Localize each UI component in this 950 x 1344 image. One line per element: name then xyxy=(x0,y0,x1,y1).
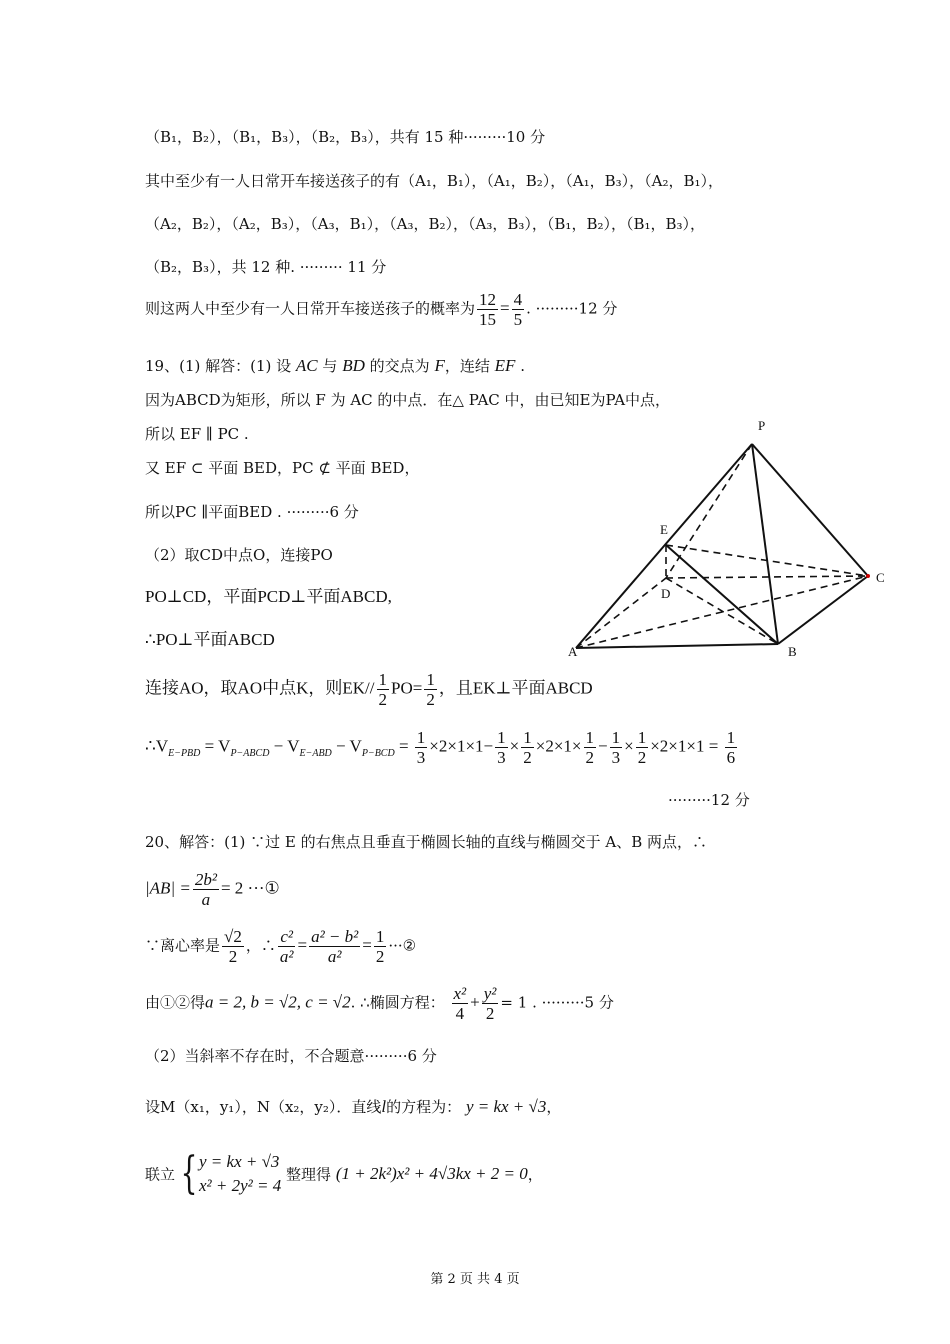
edge-PA xyxy=(576,444,752,648)
text-line-1: （B₁，B₂），（B₁，B₃），（B₂，B₃），共有 15 种·········10 分 xyxy=(145,128,546,146)
text-line-2: 其中至少有一人日常开车接送孩子的有（A₁，B₁），（A₁，B₂），（A₁，B₃），（A₂，B₁）， xyxy=(145,172,724,190)
edge-BC xyxy=(778,576,868,644)
edge-PB xyxy=(752,444,778,644)
page-footer: 第 2 页 共 4 页 xyxy=(430,1272,520,1287)
q19-line-4: 又 EF ⊂ 平面 BED，PC ⊄ 平面 BED， xyxy=(145,459,420,477)
q20-line-3: ∵离心率是 $\frac{√2}{2}$ ，∴ $\frac{\text{c²}}{\text{a²}}$ = $\frac{\text{a² − b²}}{\text{a²}}$ = $\frac{1}{2}$ ···② xyxy=(145,927,417,966)
q20-line-7: 联立 { y = kx + √3 x² + 2y² = 4 整理得 (1 + 2k²)x² + 4√3kx + 2 = 0， xyxy=(145,1148,543,1199)
point-C-marker xyxy=(866,574,870,578)
volume-equation: $\therefore V_{E-PBD} = V_{P-ABCD} - V_{E-ABD} - V_{P-BCD}$ = $\frac{1}{3}$ ×2×1×1− $\frac{1}{3}$ × $\frac{1}{2}$ ×2×1× $\frac{1}{2}$ − $\frac{1}{3}$ × $\frac{1}{2}$ ×2×1×1 = $\frac{1}{6}$ xyxy=(145,728,736,767)
pyramid-figure xyxy=(560,412,900,662)
edge-PC xyxy=(752,444,868,576)
q20-line-1: 20、解答：(1) ∵过 E 的右焦点且垂直于椭圆长轴的直线与椭圆交于 A、B 两点，∴ xyxy=(145,833,707,851)
probability-text: 则这两人中至少有一人日常开车接送孩子的概率为 xyxy=(145,299,476,318)
text-line-4: （B₂，B₃），共 12 种. ········· 11 分 xyxy=(145,258,387,276)
q19-line-8: ∴PO⊥平面ABCD xyxy=(145,630,275,649)
label-E: E xyxy=(660,522,668,537)
q19-line-6: （2）取CD中点O，连接PO xyxy=(145,546,333,564)
label-B: B xyxy=(788,644,797,659)
q19-line-3: 所以 EF ∥ PC . xyxy=(145,425,249,443)
q20-line-2: |AB| = $\frac{\text{2b²}}{a}$ = 2 ···① xyxy=(145,870,280,909)
edge-AC xyxy=(576,576,868,648)
q19-line-5: 所以PC ∥平面BED . ·········6 分 xyxy=(145,503,359,521)
edge-DB xyxy=(666,578,778,644)
fraction-12-15: $\frac{12}{15}$ xyxy=(479,290,497,329)
label-A: A xyxy=(568,644,578,659)
system-brace: { xyxy=(180,1148,198,1199)
label-D: D xyxy=(661,586,671,601)
edge-DC xyxy=(666,576,868,578)
q20-line-4: 由①②得a = 2, b = √2, c = √2. ∴椭圆方程： $\frac{\text{x²}}{4}$ + $\frac{\text{y²}}{2}$ = 1 . ·········5 分 xyxy=(145,984,614,1023)
equation-system: y = kx + √3 x² + 2y² = 4 xyxy=(199,1152,282,1195)
score-12-b: ·········12 分 xyxy=(668,791,750,809)
score-12: . ·········12 分 xyxy=(526,299,618,318)
edge-AD xyxy=(576,578,666,648)
q19-line-7: PO⊥CD，平面PCD⊥平面ABCD, xyxy=(145,587,392,606)
q20-line-5: （2）当斜率不存在时，不合题意·········6 分 xyxy=(145,1047,437,1065)
edge-PD xyxy=(666,444,752,578)
q19-line-1: 19、(1) 解答：(1) 设 AC 与 BD 的交点为 F，连结 EF . xyxy=(145,356,525,375)
text-line-3: （A₂，B₂），（A₂，B₃），（A₃，B₁），（A₃，B₂），（A₃，B₃），（B₁，B₂），（B₁，B₃）， xyxy=(145,215,706,233)
q20-line-6: 设M（x₁，y₁），N（x₂，y₂）．直线l的方程为： y = kx + √3， xyxy=(145,1097,562,1116)
fraction-4-5: $\frac{4}{5}$ xyxy=(513,290,523,329)
probability-line: 则这两人中至少有一人日常开车接送孩子的概率为 $\frac{12}{15}$ = $\frac{4}{5}$ . ·········12 分 xyxy=(145,290,618,329)
q19-line-2: 因为ABCD为矩形，所以 F 为 AC 的中点．在△ PAC 中，由已知E为PA中点， xyxy=(145,391,671,409)
q19-line-9: 连接AO，取AO中点K，则EK// $\frac{1}{2}$ PO= $\frac{1}{2}$ ，且EK⊥平面ABCD xyxy=(145,670,593,709)
label-P: P xyxy=(758,418,766,433)
label-C: C xyxy=(876,570,885,585)
edge-AB xyxy=(576,644,778,648)
